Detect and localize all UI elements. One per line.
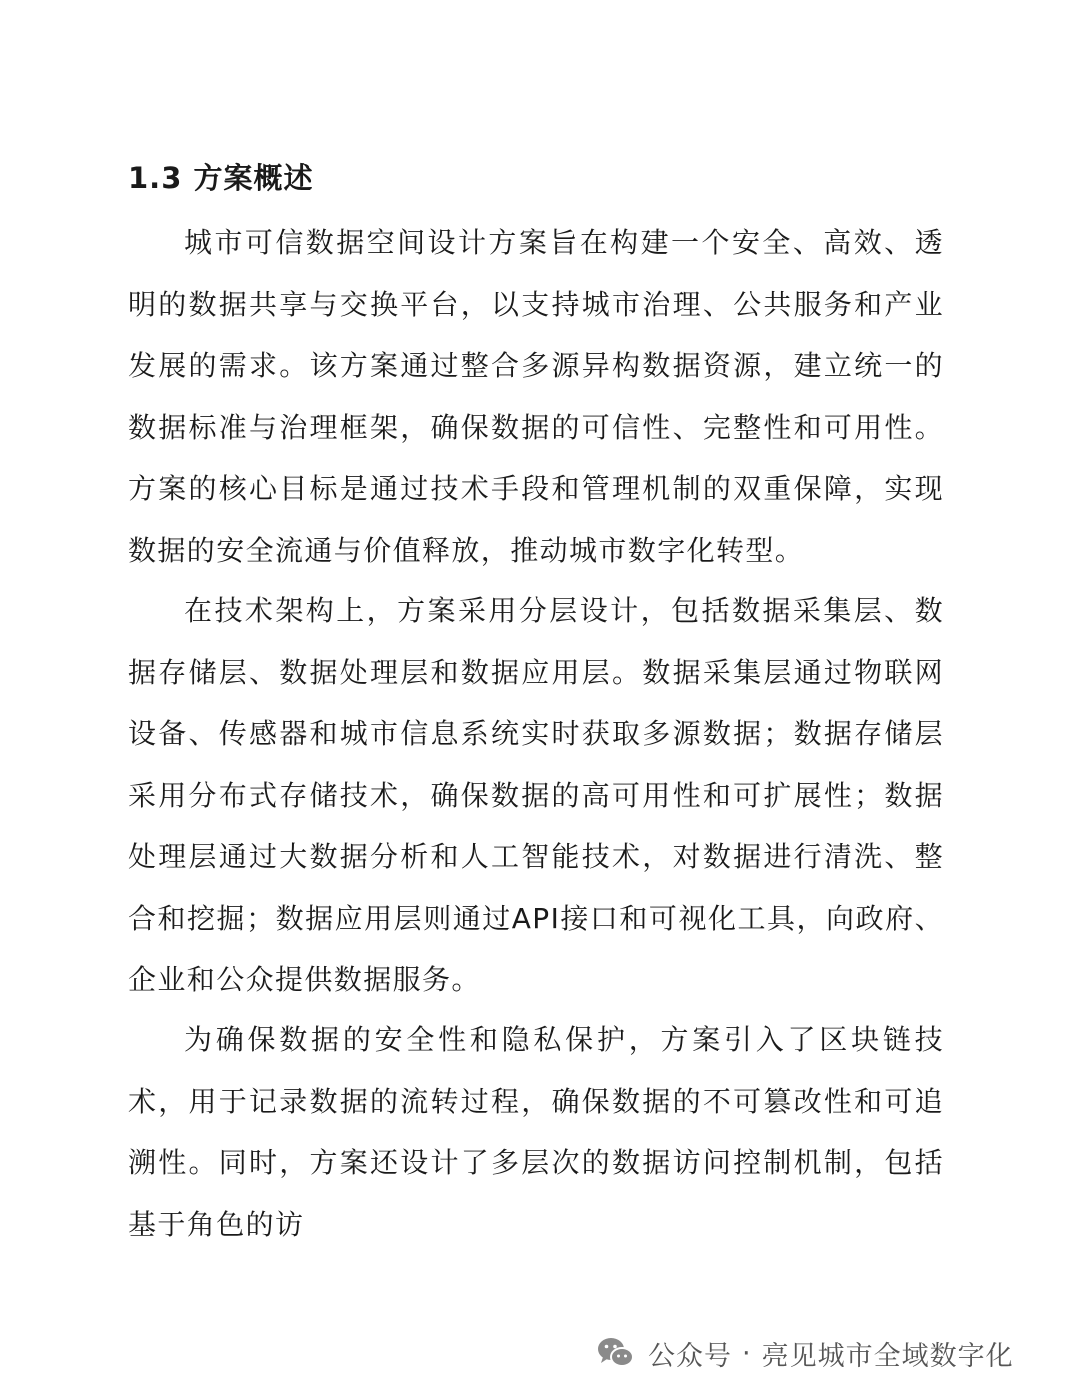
paragraph-security: 为确保数据的安全性和隐私保护，方案引入了区块链技术，用于记录数据的流转过程，确保数据的不可篡改性和可追溯性。同时，方案还设计了多层次的数据访问控制机制，包括基于角色的访 — [128, 1023, 944, 1241]
paragraph-architecture: 在技术架构上，方案采用分层设计，包括数据采集层、数据存储层、数据处理层和数据应用层。数据采集层通过物联网设备、传感器和城市信息系统实时获取多源数据；数据存储层采用分布式存储技术，确保数据的高可用性和可扩展性；数据处理层通过大数据分析和人工智能技术，对数据进行清洗、整合和挖掘；数据应用层则通过API接口和可视化工具，向政府、企业和公众提供数据服务。 — [128, 594, 944, 996]
watermark-account: 亮见城市全域数字化 — [761, 1340, 1014, 1372]
wechat-icon — [596, 1335, 636, 1371]
paragraph-overview: 城市可信数据空间设计方案旨在构建一个安全、高效、透明的数据共享与交换平台，以支持城市治理、公共服务和产业发展的需求。该方案通过整合多源异构数据资源，建立统一的数据标准与治理框架，确保数据的可信性、完整性和可用性。方案的核心目标是通过技术手段和管理机制的双重保障，实现数据的安全流通与价值释放，推动城市数字化转型。 — [128, 226, 944, 567]
watermark — [596, 1330, 1014, 1376]
watermark-separator: · — [742, 1337, 752, 1369]
watermark-prefix: 公众号 — [648, 1340, 732, 1372]
section-heading: 1.3 方案概述 — [128, 161, 314, 195]
